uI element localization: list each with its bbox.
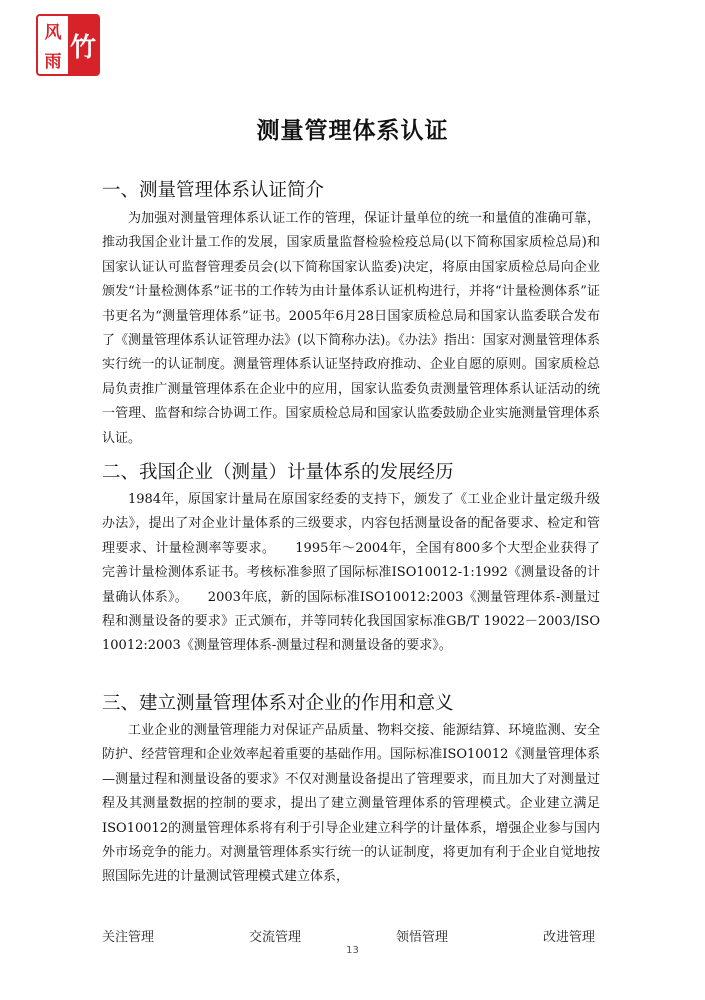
section-heading: 二、我国企业（测量）计量体系的发展经历 — [102, 462, 454, 483]
footer-item: 领悟管理 — [396, 930, 449, 945]
section-body: 为加强对测量管理体系认证工作的管理，保证计量单位的统一和量值的准确可靠，推动我国企业计量工作的发展，国家质量监督检验检疫总局(以下简称国家质检总局)和国家认证认可监督管理委员会(以下简称国家认监委)决定，将原由国家质检总局向企业颁发“计量检测体系”证书的工作转为由计量体系认证机构进行，并将“计量检测体系”证书更名为“测量管理体系”证书。2005年6月28日国家质检总局和国家认监委联合发布了《测量管理体系认证管理办法》(以下简称办法)。《办法》指出：国家对测量管理体系实行统一的认证制度。测量管理体系认证坚持政府推动、企业自愿的原则。国家质检总局负责推广测量管理体系在企业中的应用，国家认监委负责测量管理体系认证活动的统一管理、监督和综合协调工作。国家质检总局和国家认监委鼓励企业实施测量管理体系认证。 — [102, 211, 600, 446]
logo-char: 竹 — [68, 16, 98, 74]
page-number: 13 — [346, 945, 359, 956]
page-title: 测量管理体系认证 — [256, 118, 449, 144]
logo-char: 雨 — [44, 52, 62, 72]
logo-seal — [36, 14, 100, 76]
footer-item: 改进管理 — [543, 930, 596, 945]
section-body: 1984年，原国家计量局在原国家经委的支持下，颁发了《工业企业计量定级升级办法》，提出了对企业计量体系的三级要求，内容包括测量设备的配备要求、检定和管理要求、计量检测率等要求。 1995年～2004年，全国有800多个大型企业获得了完善计量检测体系证书。考核标准参照了国际标准ISO10012-1:1992《测量设备的计量确认体系》。 2003年底，新的国际标准ISO10012:2003《测量管理体系-测量过程和测量设备的要求》正式颁布，并等同转化我国国家标准GB/T 19022－2003/ISO 10012:2003《测量管理体系-测量过程和测量设备的要求》。 — [102, 492, 600, 654]
footer-item: 交流管理 — [249, 930, 302, 945]
section-heading: 三、建立测量管理体系对企业的作用和意义 — [102, 693, 454, 714]
section-heading: 一、测量管理体系认证简介 — [102, 180, 325, 201]
footer-item: 关注管理 — [102, 930, 155, 945]
logo-char: 风 — [44, 23, 62, 43]
footer — [0, 926, 705, 946]
section-body: 工业企业的测量管理能力对保证产品质量、物料交接、能源结算、环境监测、安全防护、经营管理和企业效率起着重要的基础作用。国际标准ISO10012《测量管理体系—测量过程和测量设备的要求》不仅对测量设备提出了管理要求，而且加大了对测量过程及其测量数据的控制的要求，提出了建立测量管理体系的管理模式。企业建立满足ISO10012的测量管理体系将有利于引导企业建立科学的计量体系，增强企业参与国内外市场竞争的能力。对测量管理体系实行统一的认证制度，将更加有利于企业自觉地按照国际先进的计量测试管理模式建立体系， — [102, 723, 600, 885]
